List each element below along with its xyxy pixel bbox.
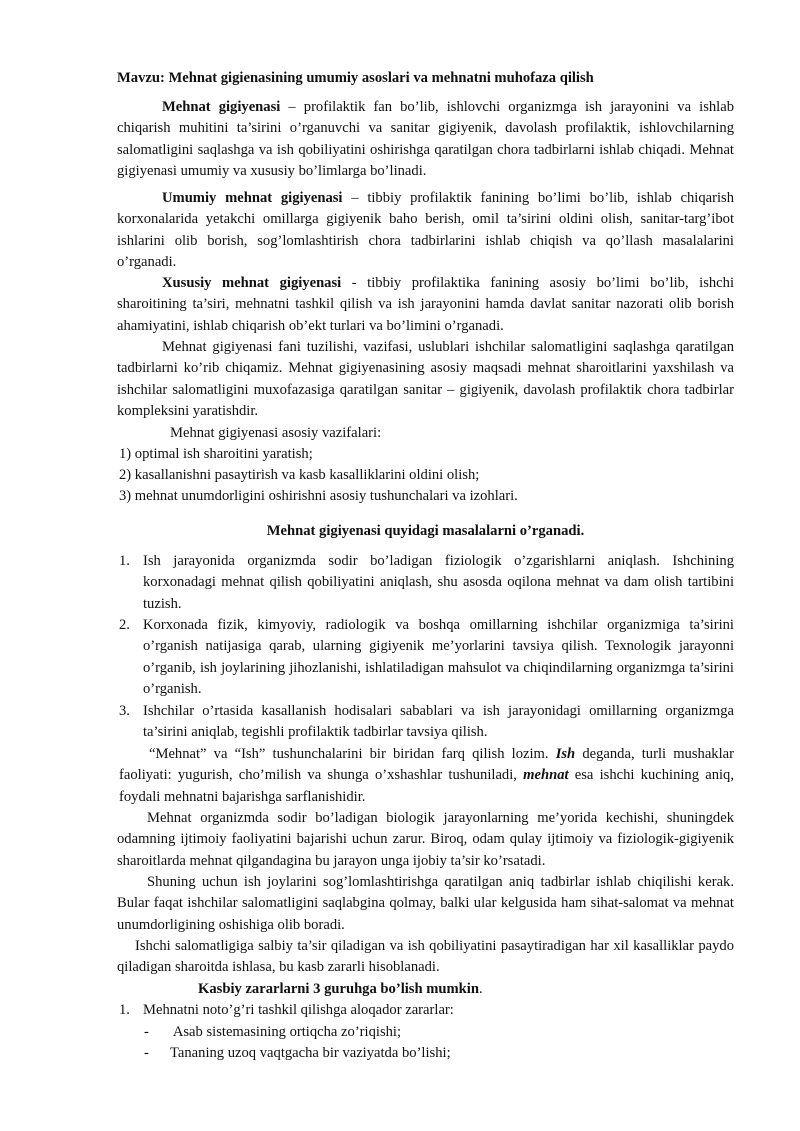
term-mehnat-gigiyenasi: Mehnat gigiyenasi — [162, 99, 281, 115]
paragraph-fan-tuzilishi: Mehnat gigiyenasi fani tuzilishi, vazifasi, uslublari ishchilar salomatligini saqlashga qaratilgan tadbirlarni ko’rib chiqamiz. Mehnat gigiyenasining asosiy maqsadi mehnat sharoitlarini yaxshilash va ishchilar salomatligini muxofazasiga qaratilgan sanitar – gigiyenik, davolash profilaktik chora tadbirlar kompleksini yaratishdir. — [117, 339, 734, 419]
paragraph-biologik-jarayon: Mehnat organizmda sodir bo’ladigan biologik jarayonlarning me’yorida kechishi, shuningdek odamning ijtimoiy faoliyatini bajarishi uchun zarur. Biroq, odam qulay ijtimoiy va fiziologik-gigiyenik sharoitlarda mehnat qilgandagina bu jarayon unga ijobiy ta’sir ko’rsatadi. — [117, 810, 734, 869]
list-number: 2. — [119, 617, 130, 633]
document-title: Mavzu: Mehnat gigienasining umumiy asoslari va mehnatni muhofaza qilish — [117, 70, 594, 86]
task-item: 3) mehnat unumdorligini oshirishni asosiy tushunchalari va izohlari. — [119, 488, 518, 504]
term-xususiy-gigiyena: Xususiy mehnat gigiyenasi — [162, 275, 342, 291]
task-item: 1) optimal ish sharoitini yaratish; — [119, 446, 313, 462]
harm-heading: Kasbiy zararlarni 3 guruhga bo’lish mumkin. — [198, 981, 483, 997]
list-item: Mehnatni noto’g’ri tashkil qilishga aloqador zararlar: — [143, 1002, 454, 1018]
paragraph-mehnat-ish: “Mehnat” va “Ish” tushunchalarini bir biridan farq qilish lozim. Ish deganda, turli mushaklar faoliyati: yugurish, cho’milish va shunga o’xshashlar tushuniladi, mehnat esa ishchi kuchining aniq, foydali mehnatni bajarishga sarflanishidir. — [119, 746, 734, 805]
term-umumiy-gigiyena: Umumiy mehnat gigiyenasi — [162, 190, 343, 206]
list-number: 1. — [119, 553, 130, 569]
tasks-heading: Mehnat gigiyenasi asosiy vazifalari: — [170, 425, 382, 441]
list-number: 1. — [119, 1002, 130, 1018]
paragraph-xususiy-gigiyena: Xususiy mehnat gigiyenasi - tibbiy profilaktika fanining asosiy bo’limi bo’lib, ishchi sharoitining ta’siri, mehnatni tashkil qilish va ish jarayonini hamda davlat sanitar nazorati olib borish ahamiyatini, ishlab chiqarish ob’ekt turlari va bo’limini o’rganadi. — [117, 275, 734, 334]
list-item: Ishchilar o’rtasida kasallanish hodisalari sabablari va ish jarayonidagi omillarning organizmga ta’sirini aniqlab, tegishli profilaktik tadbirlar tavsiya qilish. — [143, 703, 734, 741]
paragraph-umumiy-gigiyena: Umumiy mehnat gigiyenasi – tibbiy profilaktik fanining bo’limi bo’lib, ishlab chiqarish korxonalarida yetakchi omillarga gigiyenik baho berish, omil ta’sirini oldini olish, sanitar-targ’ibot ishlarini olib borish, sog’lomlashtirish chora tadbirlarini ishlab chiqish va qo’llash masalalarini o’rganadi. — [117, 190, 735, 270]
term-mehnat: mehnat — [523, 767, 569, 784]
list-item: Korxonada fizik, kimyoviy, radiologik va boshqa omillarning ishchilar organizmiga ta’sirini o’rganish natijasiga qarab, ularning gigiyenik me’yorlarini tavsiya qilish. Texnologik jarayonni o’rganib, ish joylarining jihozlanishi, ishlatiladigan mahsulot va chiqindilarning organizmga ta’sirini o’rganish. — [143, 617, 734, 697]
list-number: 3. — [119, 703, 130, 719]
list-item: Ish jarayonida organizmda sodir bo’ladigan fiziologik o’zgarishlarni aniqlash. Ishchining korxonadagi mehnat qilish qobiliyatini aniqlash, shu asosda oqilona mehnat va dam olish tartibini tuzish. — [143, 553, 734, 612]
paragraph-kasb-zararli: Ishchi salomatligiga salbiy ta’sir qiladigan va ish qobiliyatini pasaytiradigan har xil kasalliklar paydo qiladigan sharoitda ishlasa, bu kasb zararli hisoblanadi. — [117, 938, 734, 976]
dash-marker: - — [144, 1045, 149, 1061]
term-ish: Ish — [555, 746, 576, 762]
paragraph-sog-lomlashtirish: Shuning uchun ish joylarini sog’lomlashtirishga qaratilgan aniq tadbirlar ishlab chiqilishi kerak. Bular faqat ishchilar salomatligini saqlabgina qolmay, balki ular kelgusida ham sihat-salomat va mehnat unumdorligining oshishiga olib boradi. — [117, 874, 734, 933]
sub-list-item: Asab sistemasining ortiqcha zo’riqishi; — [170, 1024, 402, 1040]
task-item: 2) kasallanishni pasaytirish va kasb kasalliklarini oldini olish; — [119, 467, 480, 483]
dash-marker: - — [144, 1024, 149, 1040]
study-heading: Mehnat gigiyenasi quyidagi masalalarni o’rganadi. — [266, 523, 585, 539]
paragraph-mehnat-gigiyenasi: Mehnat gigiyenasi – profilaktik fan bo’lib, ishlovchi organizmga ish jarayonini va ishlab chiqarish muhitini ta’sirini o’rganuvchi va sanitar gigiyenik, davolash profilaktik, ishlovchilarning salomatligini saqlashga va ish qobiliyatini oshirishga qaratilgan chora tadbirlarni ishlab chiqadi. Mehnat gigiyenasi umumiy va xususiy bo’limlarga bo’linadi. — [117, 99, 734, 179]
sub-list-item: Tananing uzoq vaqtgacha bir vaziyatda bo’lishi; — [170, 1045, 451, 1061]
